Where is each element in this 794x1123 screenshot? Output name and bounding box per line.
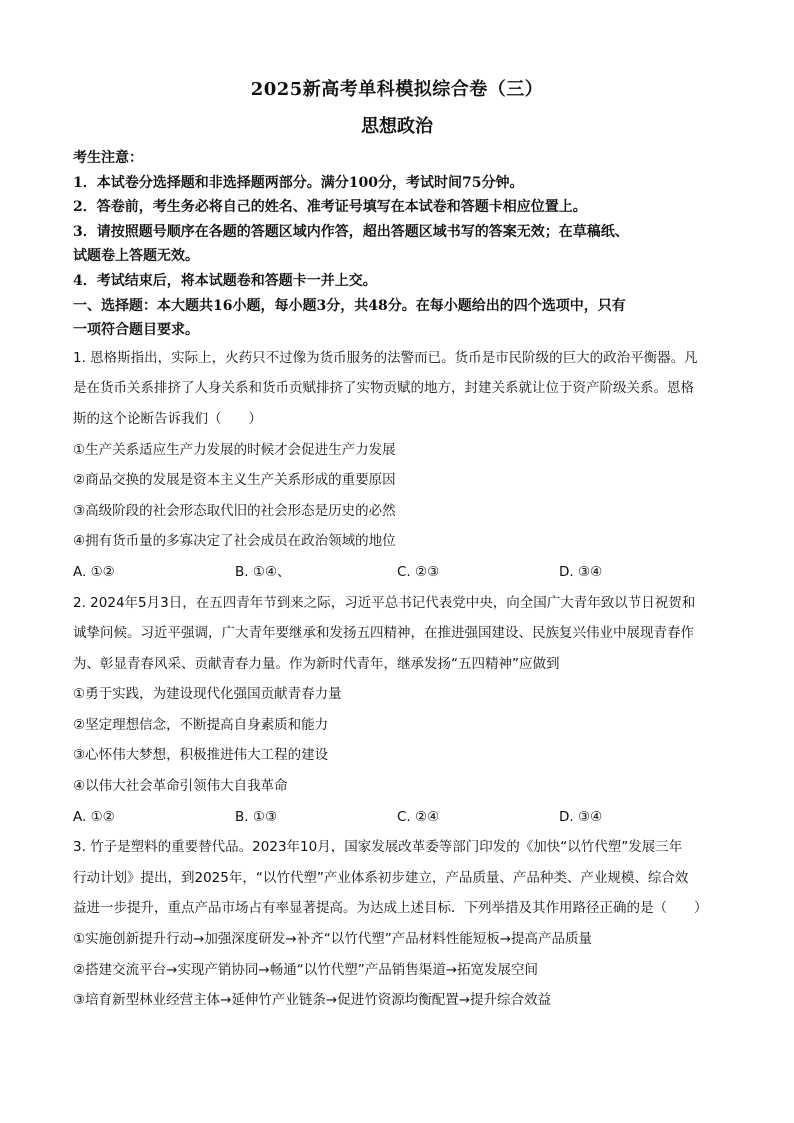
statement: ③心怀伟大梦想，积极推进伟大工程的建设	[73, 747, 329, 764]
statement: ②商品交换的发展是资本主义生产关系形成的重要原因	[73, 472, 396, 489]
question-text: 行动计划》提出，到2025年，“以竹代塑”产业体系初步建立，产品质量、产品种类、产业规模、综合效	[73, 869, 689, 886]
notice-item: 3．请按照题号顺序在各题的答题区域内作答，超出答题区域书写的答案无效；在草稿纸、	[73, 223, 629, 240]
question-text: 1. 恩格斯指出，实际上，火药只不过像为货币服务的法警而已。货币是市民阶级的巨大的政治平衡器。凡	[73, 349, 698, 366]
statement: ④拥有货币量的多寡决定了社会成员在政治领域的地位	[73, 533, 396, 550]
notice-item: 1．本试卷分选择题和非选择题两部分。满分100分，考试时间75分钟。	[73, 174, 524, 191]
statement: ①生产关系适应生产力发展的时候才会促进生产力发展	[73, 441, 396, 458]
question-text: 益进一步提升，重点产品市场占有率显著提高。为达成上述目标．下列举措及其作用路径正确的是（ ）	[73, 900, 708, 917]
choice-d: D. ③④	[559, 563, 603, 580]
choice-b: B. ①③	[235, 808, 278, 825]
statement: ②坚定理想信念，不断提高自身素质和能力	[73, 716, 329, 733]
question-text: 是在货币关系排挤了人身关系和货币贡赋排挤了实物贡赋的地方，封建关系就让位于资产阶级关系。恩格	[73, 380, 694, 397]
choice-d: D. ③④	[559, 808, 603, 825]
notice-item: 2．答卷前，考生务必将自己的姓名、准考证号填写在本试卷和答题卡相应位置上。	[73, 199, 587, 216]
choice-a: A. ①②	[73, 563, 115, 580]
question-text: 为、彰显青春风采、贡献青春力量。作为新时代青年，继承发扬“五四精神”应做到	[73, 655, 560, 672]
exam-title: 2025新高考单科模拟综合卷（三）	[250, 79, 544, 100]
notice-item: 试题卷上答题无效。	[73, 248, 199, 265]
statement: ①实施创新提升行动→加强深度研发→补齐“以竹代塑”产品材料性能短板→提高产品质量	[73, 931, 593, 948]
statement: ③高级阶段的社会形态取代旧的社会形态是历史的必然	[73, 502, 396, 519]
statement: ②搭建交流平台→实现产销协同→畅通“以竹代塑”产品销售渠道→拓宽发展空间	[73, 961, 539, 978]
question-3	[73, 832, 723, 1016]
question-text: 斯的这个论断告诉我们（ ）	[73, 410, 262, 427]
choice-c: C. ②③	[397, 563, 440, 580]
statement: ④以伟大社会革命引领伟大自我革命	[73, 778, 288, 795]
question-1	[73, 343, 723, 588]
notice-heading: 考生注意：	[73, 150, 143, 166]
section-line: 一、选择题：本大题共16小题，每小题3分，共48分。在每小题给出的四个选项中，只有	[73, 297, 626, 314]
question-text: 2. 2024年5月3日，在五四青年节到来之际，习近平总书记代表党中央，向全国广大青年致以节日祝贺和	[73, 594, 696, 611]
notice-block	[73, 146, 723, 294]
answer-choices	[73, 557, 723, 588]
question-text: 诚挚问候。习近平强调，广大青年要继承和发扬五四精神，在推进强国建设、民族复兴伟业中展现青春作	[73, 625, 694, 642]
exam-content	[73, 146, 723, 1016]
section-line: 一项符合题目要求。	[73, 322, 199, 339]
statement: ①勇于实践，为建设现代化强国贡献青春力量	[73, 686, 342, 703]
question-text: 3. 竹子是塑料的重要替代品。2023年10月，国家发展改革委等部门印发的《加快“以竹代塑”发展三年	[73, 839, 683, 856]
notice-item: 4．考试结束后，将本试题卷和答题卡一并上交。	[73, 272, 377, 289]
statement: ③培育新型林业经营主体→延伸竹产业链条→促进竹资源均衡配置→提升综合效益	[73, 992, 552, 1009]
choice-a: A. ①②	[73, 808, 115, 825]
exam-subject: 思想政治	[361, 116, 433, 137]
choice-b: B. ①④、	[235, 563, 291, 580]
choice-c: C. ②④	[397, 808, 440, 825]
answer-choices	[73, 802, 723, 833]
section-heading	[73, 294, 723, 343]
question-2	[73, 588, 723, 833]
